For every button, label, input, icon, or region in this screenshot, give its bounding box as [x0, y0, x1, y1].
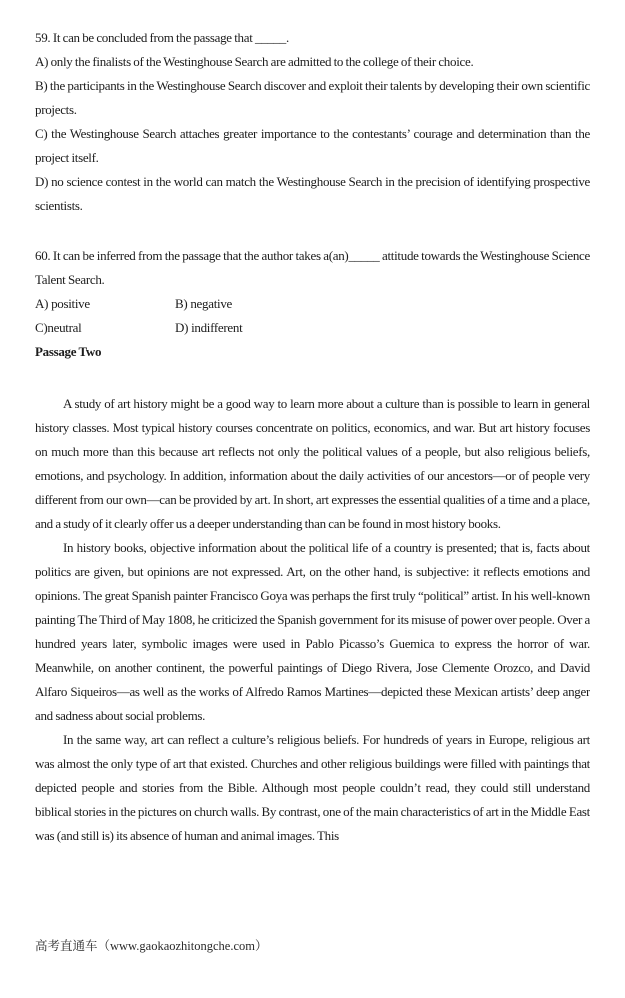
passage-paragraph-1: A study of art history might be a good way to learn more about a culture than is possible to learn in general history classes. Most typical history courses concentrate on politics, economics, and war. But art history focuses on much more than this because art reflects not only the political values of a people, but also religious beliefs, emotions, and psychology. In addition, information about the daily activities of our ancestors—or of people very different from our own—can be provided by art. In short, art expresses the essential qualities of a time and a place, and a study of it clearly offer us a deeper understanding than can be found in most history books. [35, 396, 590, 531]
page-footer [35, 936, 267, 956]
question-60-option-a: A) positive [35, 296, 90, 311]
question-59-option-a: A) only the finalists of the Westinghouse Search are admitted to the college of their choice. [35, 54, 474, 69]
question-59-text: It can be concluded from the passage that _____. [52, 30, 289, 45]
question-59-number: 59. [35, 30, 51, 45]
passage-two-heading: Passage Two [35, 344, 102, 359]
question-60-stem [35, 244, 590, 292]
passage-paragraph-3: In the same way, art can reflect a culture’s religious beliefs. For hundreds of years in Europe, religious art was almost the only type of art that existed. Churches and other religious buildings were filled with paintings that depicted people and stories from the Bible. Although most people couldn’t read, they could still understand biblical stories in the pictures on church walls. By contrast, one of the main characteristics of art in the Middle East was (and still is) its absence of human and animal images. This [35, 732, 590, 843]
passage-paragraph-2: In history books, objective information about the political life of a country is presented; that is, facts about politics are given, but opinions are not expressed. Art, on the other hand, is subjective: it reflects emotions and opinions. The great Spanish painter Francisco Goya was perhaps the first truly “political” artist. In his well-known painting The Third of May 1808, he criticized the Spanish government for its misuse of power over people. Over a hundred years later, symbolic images were used in Pablo Picasso’s Guemica to express the horror of war. Meanwhile, on another continent, the powerful paintings of Diego Rivera, Jose Clemente Orozco, and David Alfaro Siqueiros—as well as the works of Alfredo Ramos Martines—depicted these Mexican artists’ deep anger and sadness about social problems. [35, 540, 590, 723]
question-60-text: It can be inferred from the passage that the author takes a(an)_____ attitude towards the Westinghouse Science Talent Search. [35, 248, 590, 287]
page-content [35, 26, 590, 931]
question-60 [35, 244, 590, 340]
question-60-option-b: B) negative [175, 296, 232, 311]
question-60-number: 60. [35, 248, 51, 263]
footer-site-label: 高考直通车（www.gaokaozhitongche.com） [35, 939, 268, 953]
question-59-option-d: D) no science contest in the world can match the Westinghouse Search in the precision of identifying prospective scientists. [35, 174, 590, 213]
question-60-option-d: D) indifferent [175, 320, 243, 335]
question-60-option-c: C)neutral [35, 320, 82, 335]
question-60-options [35, 292, 590, 340]
question-59-option-b: B) the participants in the Westinghouse Search discover and exploit their talents by developing their own scientific projects. [35, 78, 590, 117]
question-59-stem [35, 26, 590, 50]
question-59 [35, 26, 590, 218]
question-59-option-c: C) the Westinghouse Search attaches greater importance to the contestants’ courage and determination than the project itself. [35, 126, 590, 165]
